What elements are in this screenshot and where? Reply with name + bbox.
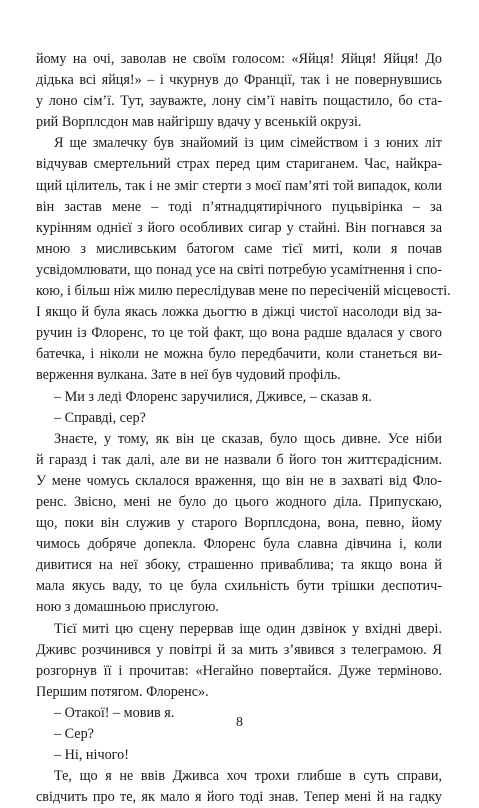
- text-line: що, поки він служив у старого Ворплсдона, вона, певно, йому: [36, 515, 442, 532]
- text-line: дідька всі яйця!» – і чкурнув до Франції, так і не повернувшись: [36, 72, 442, 89]
- text-line: ною з домашньою прислугою.: [36, 599, 219, 616]
- text-line: Те, що я не ввів Дживса хоч трохи глибше в суть справи,: [54, 768, 442, 785]
- text-line: розгорнув її і прочитав: «Негайно повертайся. Дуже терміново.: [36, 662, 442, 679]
- text-line: усвідомлювати, що понад усе на світі потребую усамітнення і спо-: [36, 261, 442, 278]
- text-line: Я ще змалечку був знайомий із цим сімейством і з юних літ: [54, 135, 442, 152]
- text-line: у лоно сім’ї. Тут, зауважте, лону сім’ї навіть пощастило, бо ста-: [36, 93, 442, 110]
- body-text: [36, 49, 451, 808]
- text-line: І якщо й була якась ложка дьогтю в діжці чистої насолоди від за-: [36, 304, 442, 321]
- text-line: чимось добряче допекла. Флоренс була славна дівчина і, коли: [36, 536, 442, 553]
- text-line: Знаєте, у тому, як він це сказав, було щось дивне. Усе ніби: [54, 430, 442, 447]
- text-line: мала якусь ваду, то це була схильність бути трішки деспотич-: [36, 578, 442, 595]
- text-line: курінням однієї з його особливих сигар у стайні. Він погнався за: [36, 219, 442, 236]
- text-line: рий Ворплсдон мав найгіршу вдачу у всенькій окрузі.: [36, 114, 362, 131]
- text-line: йому на очі, заволав не своїм голосом: «Яйця! Яйця! Яйця! До: [36, 51, 442, 67]
- text-line: мною з мисливським батогом саме тієї миті, коли я почав: [36, 240, 442, 257]
- text-line: він застав мене – тоді п’ятнадцятирічного пуцьвірінка – за: [36, 198, 442, 215]
- text-line: відчував смертельний страх перед цим стариганем. Час, найкра-: [36, 156, 442, 173]
- text-line: У мене чомусь склалося враження, що він не в захваті від Фло-: [36, 472, 442, 489]
- text-line: Першим потягом. Флоренс».: [36, 683, 209, 700]
- text-line: ренс. Звісно, мені не було до цього жодного діла. Припускаю,: [36, 493, 442, 510]
- text-line: батечка, і ніколи не можна було передбачити, коли станеться ви-: [36, 346, 442, 363]
- text-line: Тієї миті цю сцену перервав іще один дзвінок у вхідні двері.: [54, 620, 442, 637]
- text-line: – Справді, сер?: [54, 409, 146, 426]
- text-line: – Ми з леді Флоренс заручилися, Дживсе, – сказав я.: [54, 388, 372, 405]
- text-line: верження вулкана. Зате в неї був чудовий профіль.: [36, 367, 341, 384]
- text-line: – Сер?: [54, 726, 94, 742]
- text-line: й гаразд і так далі, але ви не назвали б його тон життєрадісним.: [36, 451, 442, 468]
- text-line: Дживс розчинився у повітрі й за мить з’явився з телеграмою. Я: [36, 641, 442, 658]
- text-line: – Ні, нічого!: [54, 747, 129, 764]
- text-line: кою, і більш ніж милю переслідував мене по пересіченій місцевості.: [36, 283, 451, 300]
- text-line: свідчить про те, як мало я його тоді знав. Тепер мені й на гадку: [36, 789, 442, 806]
- text-line: ручин із Флоренс, то це той факт, що вона радше вдалася у свого: [36, 325, 442, 342]
- page-number: 8: [236, 715, 243, 730]
- text-line: дивитися на неї збоку, страшенно приваблива; та якщо вона й: [36, 557, 442, 574]
- text-line: щий цілитель, так і не зміг стерти з моєї пам’яті той випадок, коли: [36, 177, 442, 194]
- text-line: – Отакої! – мовив я.: [54, 704, 175, 721]
